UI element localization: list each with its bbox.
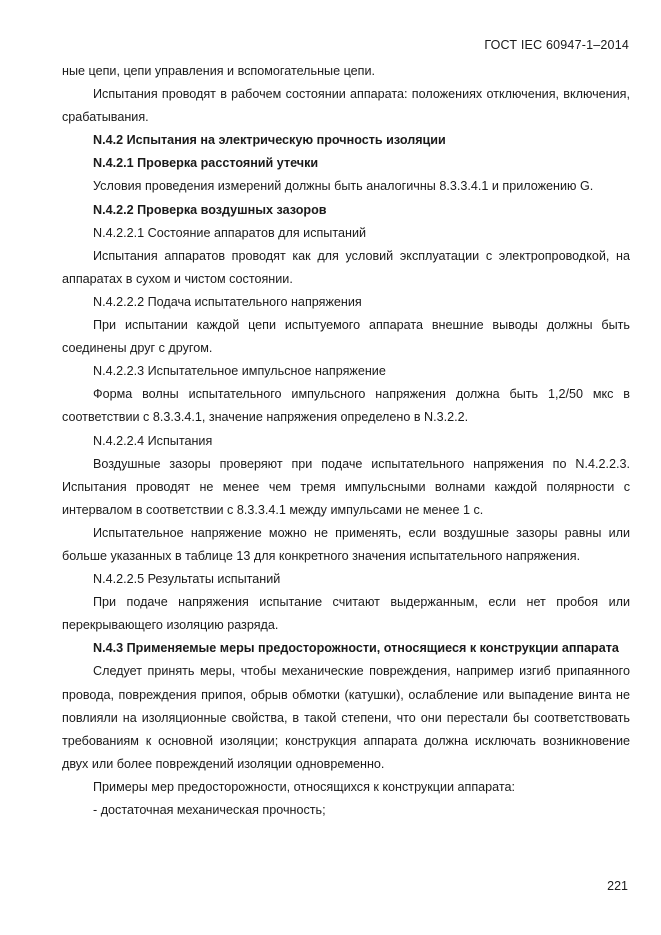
paragraph: При подаче напряжения испытание считают выдержанным, если нет пробоя или перекрывающего изоляцию разряда. bbox=[62, 595, 630, 633]
paragraph: Форма волны испытательного импульсного напряжения должна быть 1,2/50 мкс в соответствии с 8.3.3.4.1, значение напряжения определено в N.3.2.2. bbox=[62, 387, 630, 425]
section-heading: N.4.3 Применяемые меры предосторожности, относящиеся к конструкции аппарата bbox=[93, 641, 619, 656]
section-heading: N.4.2.2 Проверка воздушных зазоров bbox=[93, 202, 327, 217]
paragraph: Воздушные зазоры проверяют при подаче испытательного напряжения по N.4.2.2.3. Испытания проводят не менее чем тремя импульсными волнами каждой полярности с интервалом в соответствии с 8.3.3.4.1 между импульсами не менее 1 с. bbox=[62, 456, 630, 517]
paragraph: N.4.2.2.1 Состояние аппаратов для испытаний bbox=[93, 225, 367, 240]
section-heading: N.4.2 Испытания на электрическую прочность изоляции bbox=[93, 133, 446, 148]
paragraph: - достаточная механическая прочность; bbox=[93, 803, 326, 817]
document-header: ГОСТ IEC 60947-1–2014 bbox=[484, 38, 629, 52]
paragraph: N.4.2.2.2 Подача испытательного напряжения bbox=[93, 294, 362, 309]
paragraph: Следует принять меры, чтобы механические повреждения, например изгиб припаянного провода, повреждения припоя, обрыв обмотки (катушки), ослабление или выпадение винта не повлияли на изоляционные свойства, в такой степени, что они перестали бы соответствовать требованиям к основной изоляции; конструкция аппарата должна исключать возникновение двух или более повреждений изоляции одновременно. bbox=[62, 664, 630, 771]
paragraph: N.4.2.2.5 Результаты испытаний bbox=[93, 572, 281, 587]
paragraph: Примеры мер предосторожности, относящихся к конструкции аппарата: bbox=[93, 779, 516, 794]
section-heading: N.4.2.1 Проверка расстояний утечки bbox=[93, 156, 319, 171]
paragraph: N.4.2.2.4 Испытания bbox=[93, 433, 213, 448]
document-body bbox=[62, 60, 630, 822]
page-number: 221 bbox=[607, 879, 628, 893]
paragraph: Испытания проводят в рабочем состоянии аппарата: положениях отключения, включения, срабатывания. bbox=[62, 87, 630, 125]
paragraph: N.4.2.2.3 Испытательное импульсное напряжение bbox=[93, 364, 386, 379]
paragraph: Испытательное напряжение можно не применять, если воздушные зазоры равны или больше указанных в таблице 13 для конкретного значения испытательного напряжения. bbox=[62, 525, 630, 563]
paragraph: При испытании каждой цепи испытуемого аппарата внешние выводы должны быть соединены друг с другом. bbox=[62, 318, 630, 356]
paragraph: ные цепи, цепи управления и вспомогательные цепи. bbox=[62, 64, 376, 78]
paragraph: Условия проведения измерений должны быть аналогичны 8.3.3.4.1 и приложению G. bbox=[93, 179, 594, 194]
paragraph: Испытания аппаратов проводят как для условий эксплуатации с электропроводкой, на аппаратах в сухом и чистом состоянии. bbox=[62, 248, 630, 286]
